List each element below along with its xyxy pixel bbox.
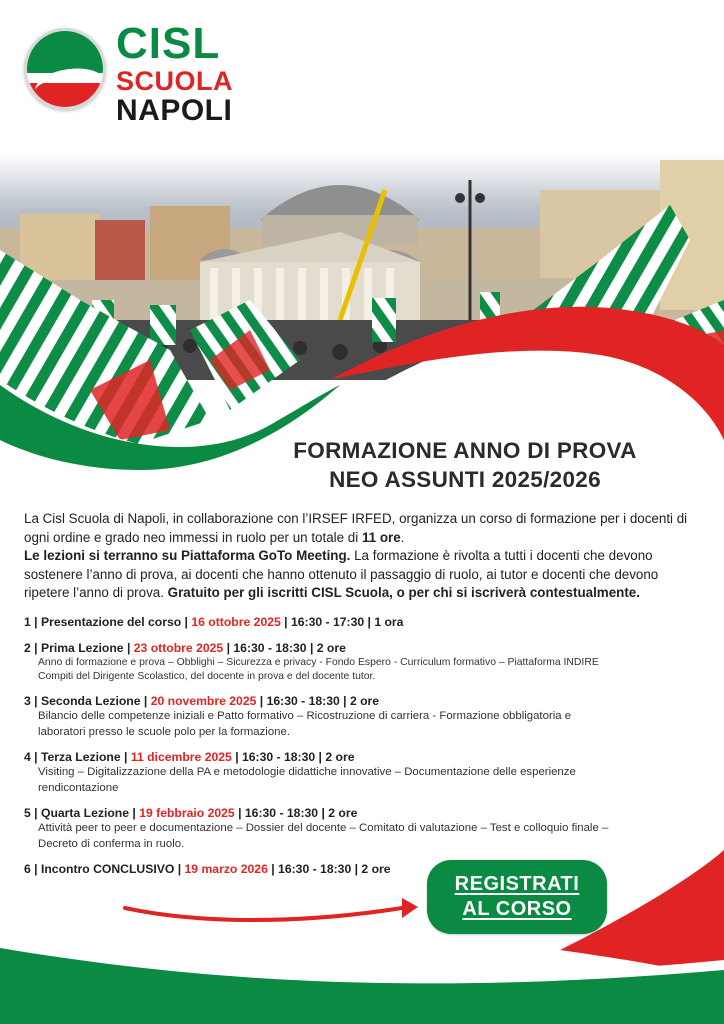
lesson-header: 2 | Prima Lezione | 23 ottobre 2025 | 16:30 - 18:30 | 2 ore [24, 641, 346, 655]
lesson-item [24, 693, 704, 740]
register-button-line-2: AL CORSO [462, 898, 572, 920]
lesson-description: Visiting – Digitalizzazione della PA e metodologie didattiche innovative – Documentazione delle esperienze rendicontazione [38, 766, 576, 794]
intro-text-2: La formazione è rivolta a tutti i docenti che devono sostenere l’anno di prova, ai docenti che hanno ottenuto il passaggio di ruolo, ai tutor e docenti che devono ripetere l’anno di prova. [24, 548, 659, 601]
register-button-line-1: REGISTRATI [454, 873, 580, 895]
title-line-1: FORMAZIONE ANNO DI PROVA [293, 438, 637, 463]
lesson-date: 19 marzo 2026 [184, 862, 268, 876]
lesson-item [24, 749, 704, 796]
lesson-date: 16 ottobre 2025 [191, 615, 281, 629]
lesson-header: 1 | Presentazione del corso | 16 ottobre 2025 | 16:30 - 17:30 | 1 ora [24, 615, 404, 629]
hero-photo [0, 0, 724, 470]
brand-line-napoli: NAPOLI [116, 94, 233, 127]
lesson-header: 4 | Terza Lezione | 11 dicembre 2025 | 16:30 - 18:30 | 2 ore [24, 750, 355, 764]
cisl-logo-icon [24, 28, 106, 110]
intro-paragraph [24, 510, 704, 603]
arrow-right-icon [120, 890, 420, 930]
brand-line-scuola: SCUOLA [116, 66, 233, 96]
intro-text-1-end: . [400, 529, 405, 545]
brand-wordmark [116, 19, 233, 127]
lesson-date: 19 febbraio 2025 [139, 806, 235, 820]
lesson-description: Bilancio delle competenze iniziali e Patto formativo – Ricostruzione di carriera - Formazione obbligatoria e laboratori presso le scuole polo per la formazione. [38, 710, 572, 738]
lesson-header: 6 | Incontro CONCLUSIVO | 19 marzo 2026 | 16:30 - 18:30 | 2 ore [24, 862, 391, 876]
lesson-item [24, 614, 704, 630]
lesson-item [24, 640, 704, 684]
lesson-date: 20 novembre 2025 [150, 694, 257, 708]
intro-text-1: La Cisl Scuola di Napoli, in collaborazione con l’IRSEF IRFED, organizza un corso di formazione per i docenti di ogni ordine e grado neo immessi in ruolo per un totale di [24, 511, 688, 545]
intro-platform: Le lezioni si terranno su Piattaforma GoTo Meeting. [24, 548, 351, 564]
page-title [250, 436, 680, 494]
lesson-header: 3 | Seconda Lezione | 20 novembre 2025 | 16:30 - 18:30 | 2 ore [24, 694, 380, 708]
lesson-date: 23 ottobre 2025 [133, 641, 224, 655]
intro-free-note: Gratuito per gli iscritti CISL Scuola, o per chi si iscriverà contestualmente. [167, 585, 640, 601]
lesson-description: Attività peer to peer e documentazione – Dossier del docente – Comitato di valutazione – Test e colloquio finale – Decreto di conferma in ruolo. [38, 822, 609, 850]
intro-hours: 11 ore [361, 529, 401, 545]
title-line-2: NEO ASSUNTI 2025/2026 [329, 467, 601, 492]
register-button[interactable] [427, 860, 607, 934]
brand-line-cisl: CISL [116, 19, 221, 68]
lesson-description: Anno di formazione e prova – Obblighi – Sicurezza e privacy - Fondo Espero - Curriculum formativo – Piattaforma INDIRE Compiti del Dirigente Scolastico, del docente in prova e del docente tutor. [38, 657, 599, 682]
lesson-date: 11 dicembre 2025 [130, 750, 232, 764]
lesson-header: 5 | Quarta Lezione | 19 febbraio 2025 | 16:30 - 18:30 | 2 ore [24, 806, 358, 820]
